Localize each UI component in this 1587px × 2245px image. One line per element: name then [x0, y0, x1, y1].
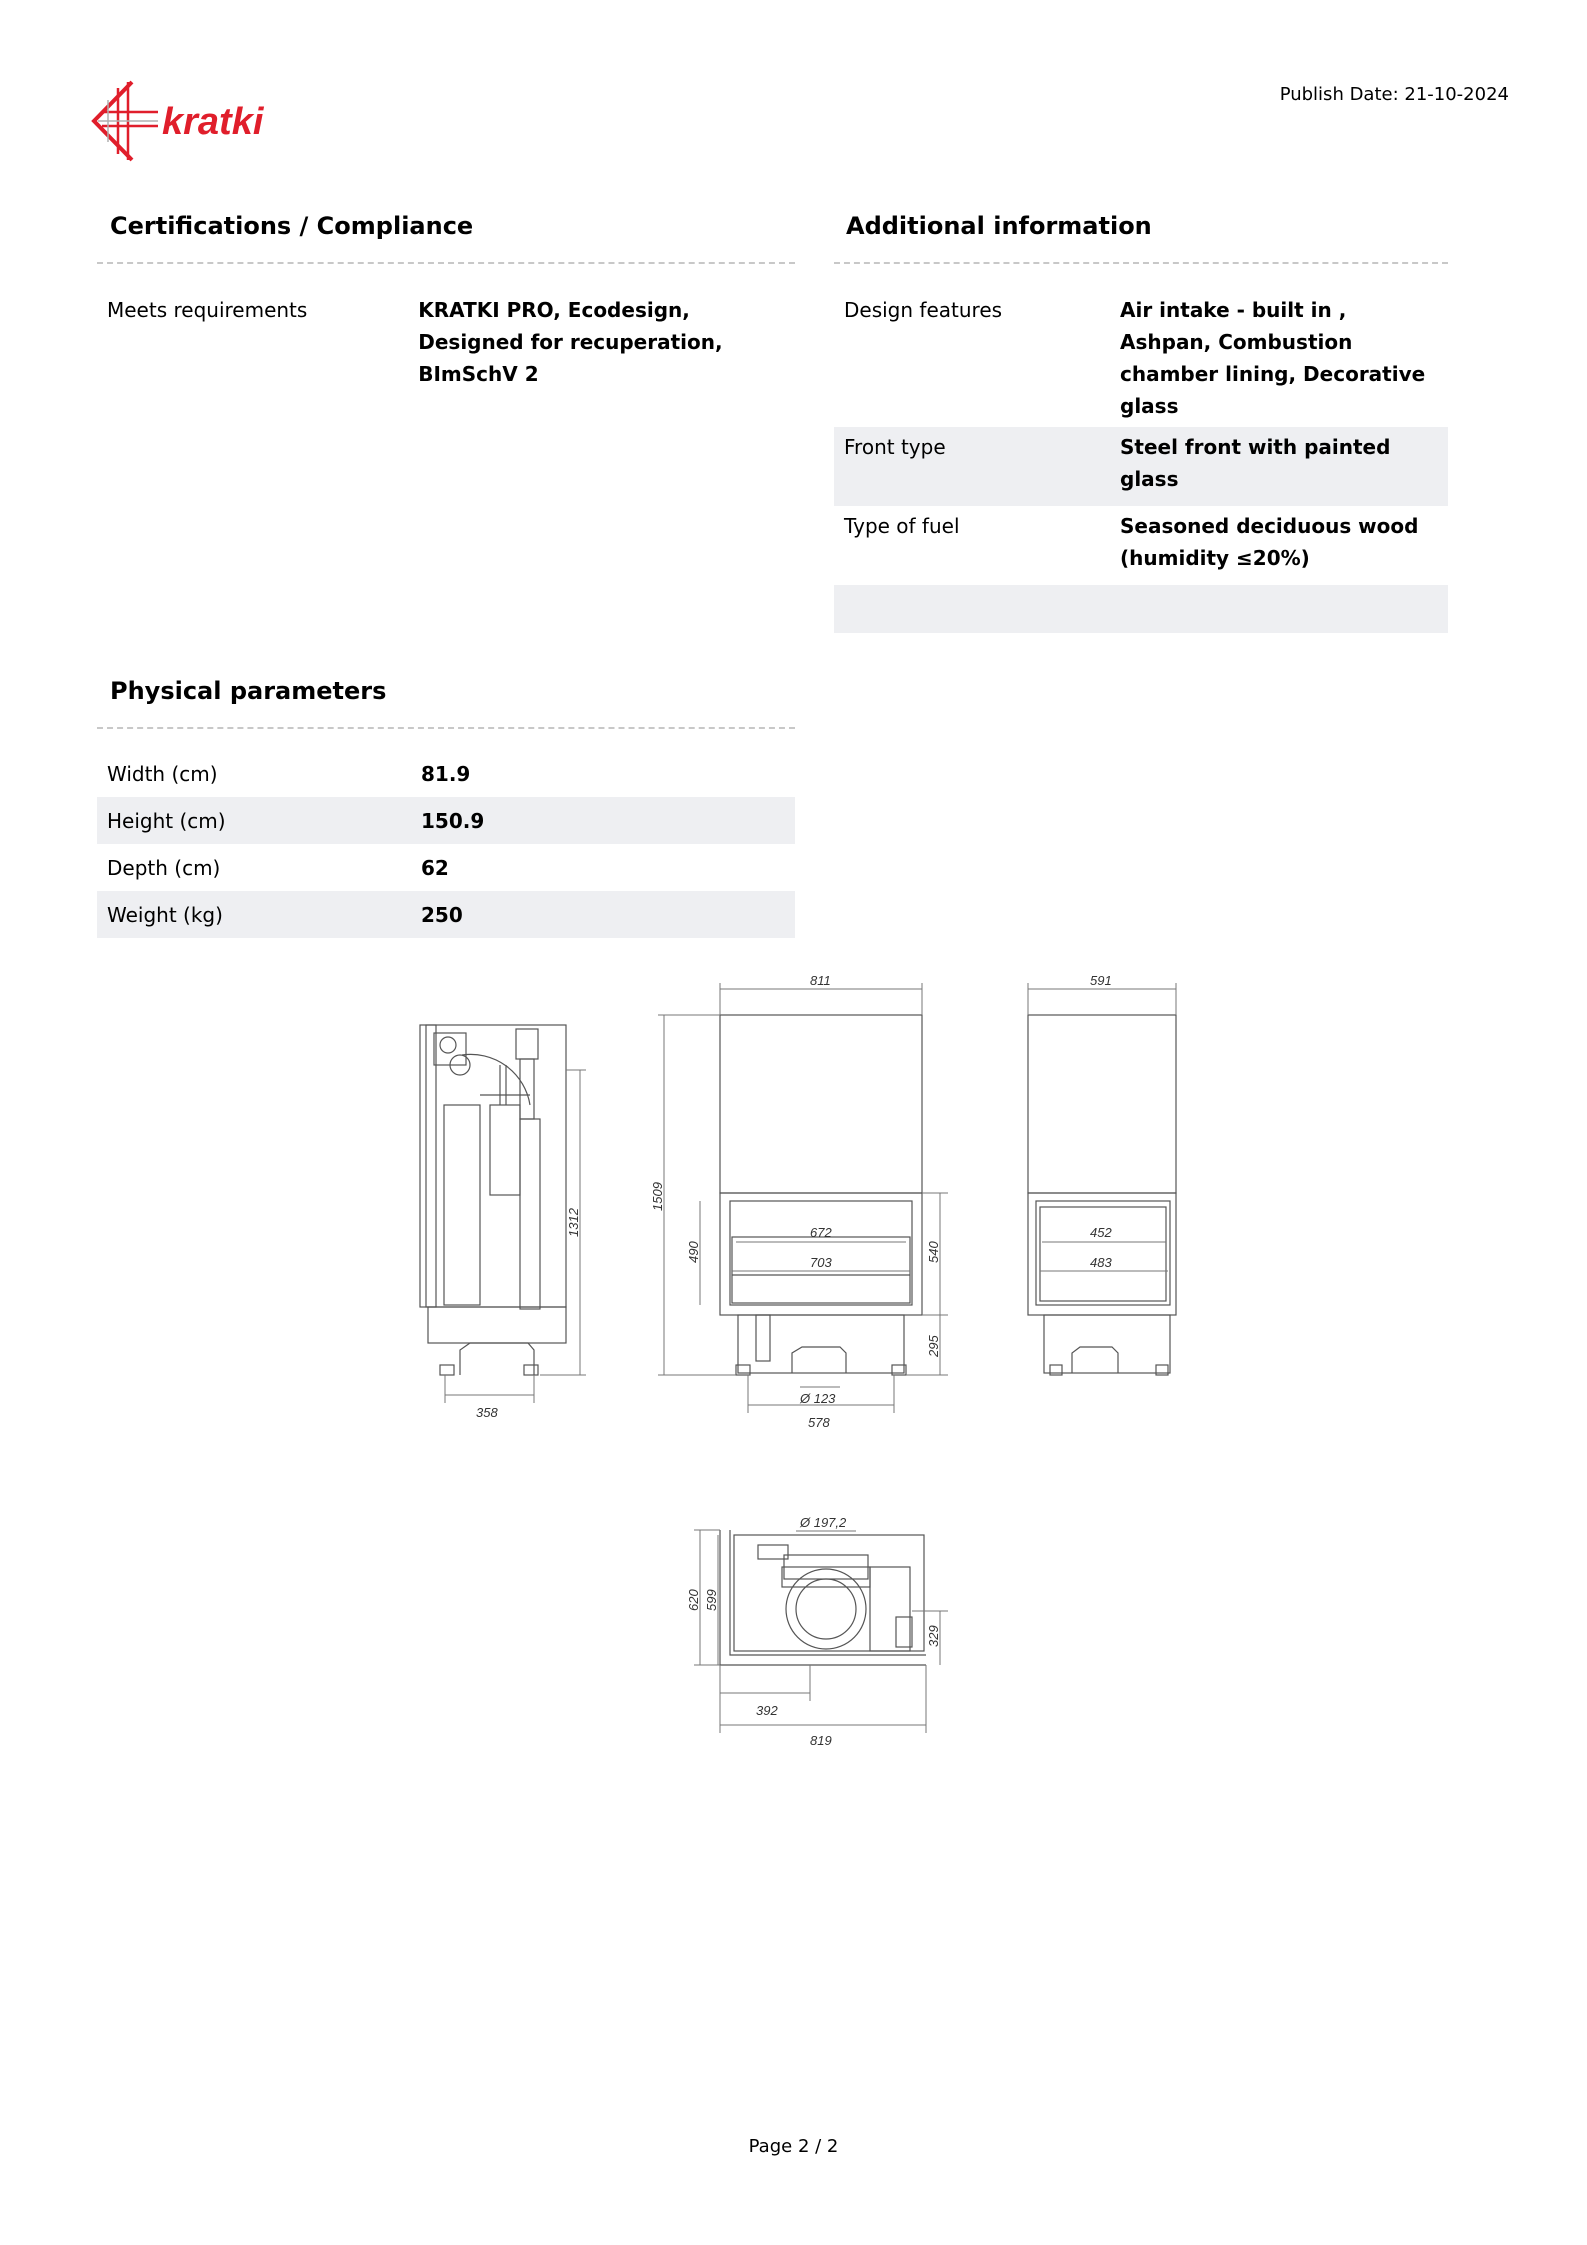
dim-front-base-width: 578 [808, 1415, 830, 1430]
dim-side-depth: 358 [476, 1405, 498, 1420]
brand-name: kratki [162, 101, 264, 143]
section-divider [97, 262, 795, 264]
row-label: Design features [844, 298, 1003, 322]
dim-leg-height: 295 [926, 1335, 941, 1357]
right-view [1028, 983, 1176, 1375]
row-label: Front type [844, 435, 946, 459]
row-value: 81.9 [421, 761, 471, 786]
side-view [420, 1025, 586, 1403]
dim-right-glass-top: 452 [1090, 1225, 1112, 1240]
certifications-table [97, 290, 795, 384]
row-value: Air intake - built in , Ashpan, Combustion chamber lining, Decorative glass [1120, 298, 1426, 418]
dim-glass-width-top: 672 [810, 1225, 832, 1240]
additional-title: Additional information [846, 212, 1152, 240]
section-divider [97, 727, 795, 729]
certifications-title: Certifications / Compliance [110, 212, 474, 240]
row-value: KRATKI PRO, Ecodesign, Designed for recuperation, BImSchV 2 [418, 298, 723, 386]
front-view [658, 983, 948, 1413]
row-label: Meets requirements [107, 298, 308, 322]
row-label: Depth (cm) [107, 855, 221, 880]
logo-mark-icon [88, 78, 338, 164]
row-value: Steel front with painted glass [1120, 435, 1391, 491]
dim-top-flue: Ø 197,2 [800, 1515, 847, 1530]
table-row [97, 797, 795, 844]
dim-right-width: 591 [1090, 975, 1112, 988]
section-divider [834, 262, 1448, 264]
dim-top-width: 819 [810, 1733, 832, 1748]
table-row [97, 290, 795, 384]
page-number: Page 2 / 2 [748, 2136, 839, 2157]
row-value: 150.9 [421, 808, 485, 833]
physical-title: Physical parameters [110, 677, 387, 705]
row-label: Width (cm) [107, 761, 218, 786]
row-label: Height (cm) [107, 808, 226, 833]
dim-side-height: 1312 [566, 1208, 581, 1237]
technical-drawing [400, 975, 1200, 1765]
table-row [97, 750, 795, 797]
dim-front-width: 811 [810, 975, 831, 988]
table-row [834, 506, 1448, 585]
dim-top-side: 329 [926, 1625, 941, 1647]
dim-glass-height: 490 [686, 1241, 701, 1263]
dim-top-depth-outer: 620 [686, 1589, 701, 1611]
dim-front-total-height: 1509 [650, 1182, 665, 1211]
table-row-empty [834, 585, 1448, 633]
row-value: 250 [421, 902, 463, 927]
additional-table [834, 290, 1448, 633]
kratki-logo [88, 78, 338, 164]
row-value: Seasoned deciduous wood (humidity ≤20%) [1120, 514, 1419, 570]
top-view [694, 1530, 948, 1733]
physical-table [97, 750, 795, 938]
dim-glass-width-bottom: 703 [810, 1255, 832, 1270]
table-row [97, 844, 795, 891]
dim-front-flue: Ø 123 [800, 1391, 836, 1406]
table-row [834, 427, 1448, 506]
table-row [97, 891, 795, 938]
dim-right-glass-bottom: 483 [1090, 1255, 1112, 1270]
dim-door-height: 540 [926, 1241, 941, 1263]
row-label: Type of fuel [844, 514, 960, 538]
publish-date: Publish Date: 21-10-2024 [1279, 84, 1509, 105]
row-value: 62 [421, 855, 449, 880]
dim-top-depth-inner: 599 [704, 1589, 719, 1611]
dim-top-offset: 392 [756, 1703, 778, 1718]
table-row [834, 290, 1448, 427]
row-label: Weight (kg) [107, 902, 223, 927]
